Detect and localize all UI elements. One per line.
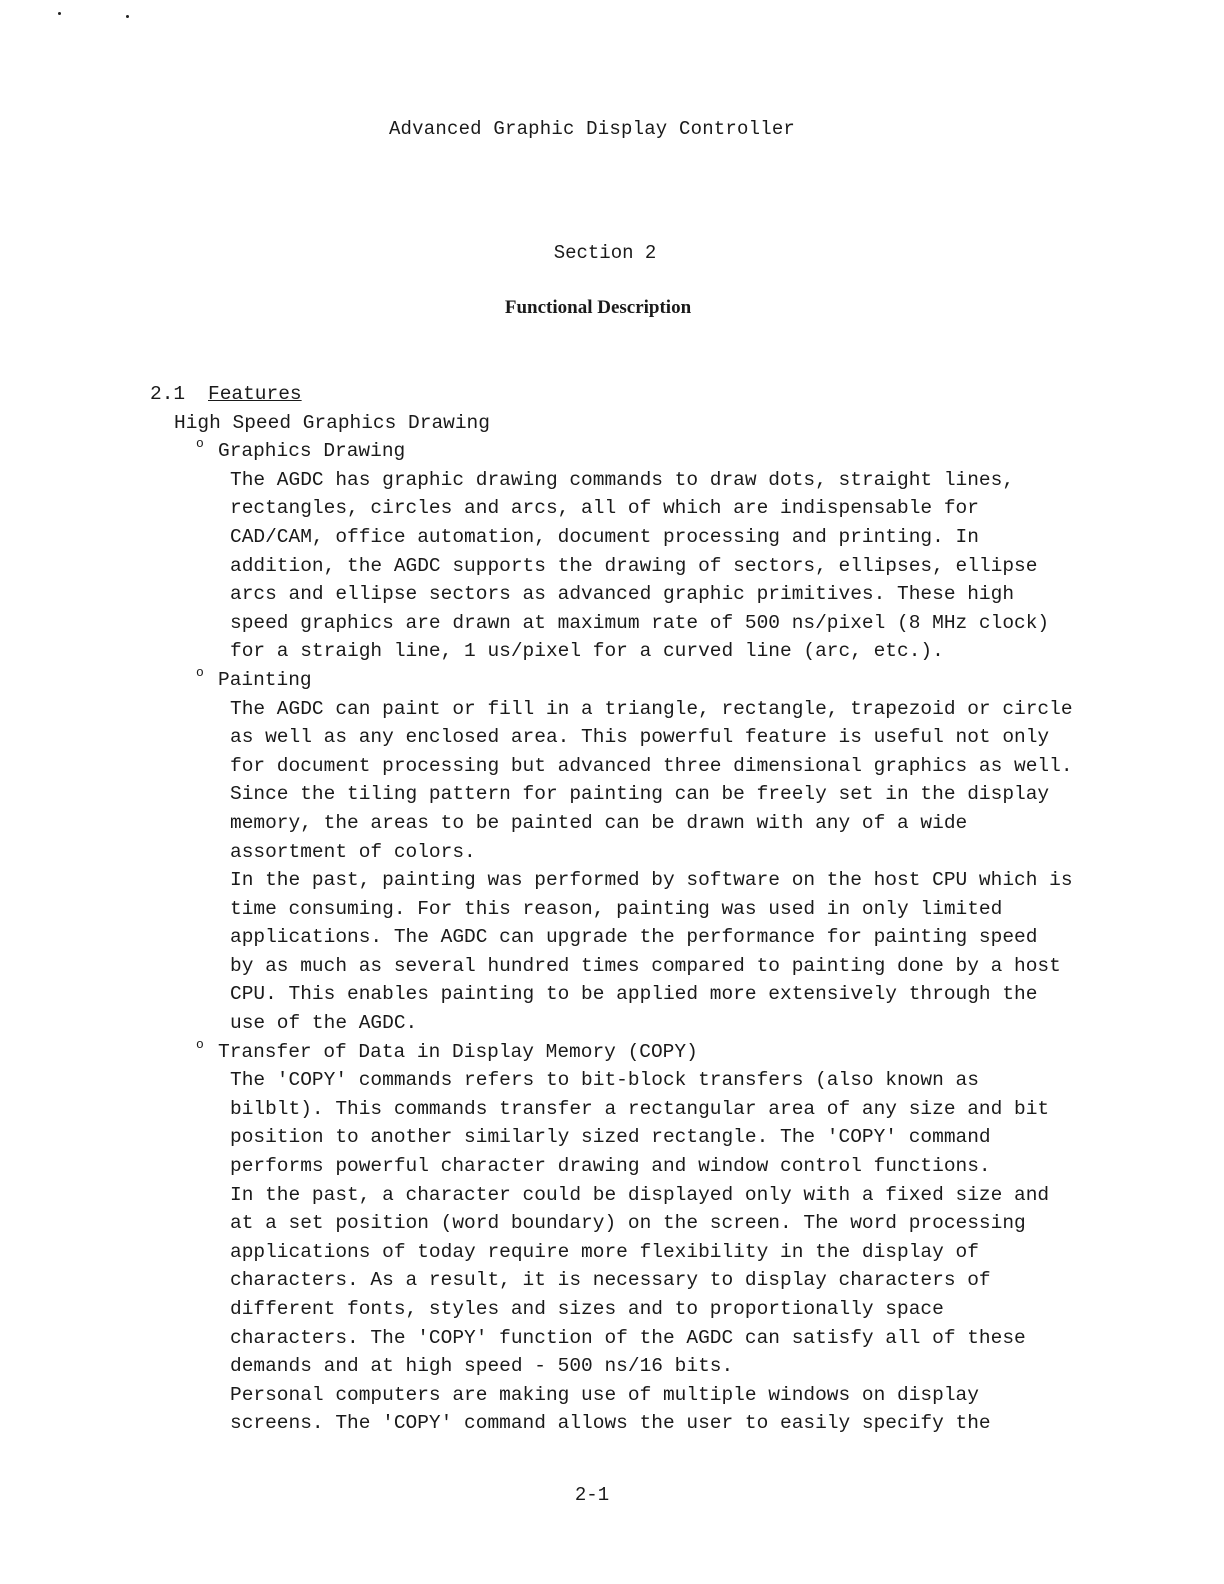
section-number: Section 2	[553, 242, 657, 264]
text-line: as well as any enclosed area. This powerful feature is useful not only	[230, 726, 1050, 749]
page-number: 2-1	[574, 1484, 610, 1506]
text-line: assortment of colors.	[230, 840, 476, 863]
text-line: Since the tiling pattern for painting can be freely set in the display	[230, 783, 1050, 806]
text-line: rectangles, circles and arcs, all of which are indispensable for	[230, 497, 979, 520]
features-number: 2.1	[150, 383, 186, 405]
text-line: Personal computers are making use of multiple windows on display	[230, 1383, 979, 1406]
text-line: by as much as several hundred times compared to painting done by a host	[230, 954, 1061, 977]
text-line: bilblt). This commands transfer a rectangular area of any size and bit	[230, 1097, 1050, 1120]
text-line: at a set position (word boundary) on the screen. The word processing	[230, 1212, 1026, 1235]
bullet-icon: o	[196, 1036, 204, 1052]
subheading: High Speed Graphics Drawing	[174, 411, 490, 434]
text-line: addition, the AGDC supports the drawing of sectors, ellipses, ellipse	[230, 554, 1038, 577]
copy-paragraph-2	[230, 1181, 1070, 1381]
graphics-drawing-paragraph	[230, 466, 1070, 666]
text-line: The AGDC has graphic drawing commands to draw dots, straight lines,	[230, 468, 1015, 491]
text-line: characters. As a result, it is necessary to display characters of	[230, 1269, 991, 1292]
features-heading	[150, 380, 1224, 409]
item-painting	[196, 664, 1224, 695]
copy-paragraph-1	[230, 1066, 1070, 1180]
text-line: arcs and ellipse sectors as advanced graphic primitives. These high	[230, 583, 1015, 606]
bullet-icon: o	[196, 664, 204, 680]
text-line: for a straigh line, 1 us/pixel for a curved line (arc, etc.).	[230, 640, 944, 663]
text-line: use of the AGDC.	[230, 1012, 418, 1035]
section-title: Functional Description	[504, 297, 692, 318]
text-line: different fonts, styles and sizes and to proportionally space	[230, 1298, 944, 1320]
text-line: demands and at high speed - 500 ns/16 bits.	[230, 1355, 734, 1378]
text-line: In the past, painting was performed by software on the host CPU which is	[230, 869, 1073, 892]
text-line: time consuming. For this reason, painting was used in only limited	[230, 897, 1003, 920]
text-line: applications of today require more flexibility in the display of	[230, 1240, 979, 1263]
copy-paragraph-3	[230, 1381, 1070, 1438]
scan-speck	[58, 12, 61, 15]
painting-paragraph-2	[230, 866, 1073, 1038]
text-line: position to another similarly sized rectangle. The 'COPY' command	[230, 1126, 991, 1149]
running-header: Advanced Graphic Display Controller	[388, 118, 796, 140]
painting-paragraph-1	[230, 695, 1073, 867]
text-line: The 'COPY' commands refers to bit-block transfers (also known as	[230, 1069, 979, 1092]
text-line: characters. The 'COPY' function of the AGDC can satisfy all of these	[230, 1326, 1026, 1349]
text-line: screens. The 'COPY' command allows the user to easily specify the	[230, 1412, 991, 1435]
text-line: The AGDC can paint or fill in a triangle, rectangle, trapezoid or circle	[230, 697, 1073, 720]
text-line: for document processing but advanced three dimensional graphics as well.	[230, 754, 1073, 777]
text-line: CAD/CAM, office automation, document processing and printing. In	[230, 525, 979, 548]
text-line: applications. The AGDC can upgrade the performance for painting speed	[230, 926, 1038, 949]
item-copy	[196, 1036, 1224, 1067]
item-graphics-drawing	[196, 436, 1224, 466]
text-line: CPU. This enables painting to be applied more extensively through the	[230, 983, 1038, 1006]
item-title: Transfer of Data in Display Memory (COPY)	[218, 1040, 698, 1063]
item-title: Graphics Drawing	[218, 440, 406, 463]
text-line: memory, the areas to be painted can be drawn with any of a wide	[230, 811, 968, 834]
bullet-icon: o	[196, 436, 204, 452]
text-line: speed graphics are drawn at maximum rate of 500 ns/pixel (8 MHz clock)	[230, 611, 1050, 634]
text-line: performs powerful character drawing and window control functions.	[230, 1155, 991, 1178]
scan-speck	[126, 15, 129, 18]
body-content	[0, 380, 1224, 1438]
item-title: Painting	[218, 668, 312, 691]
text-line: In the past, a character could be displayed only with a fixed size and	[230, 1183, 1050, 1206]
features-title: Features	[208, 383, 302, 405]
